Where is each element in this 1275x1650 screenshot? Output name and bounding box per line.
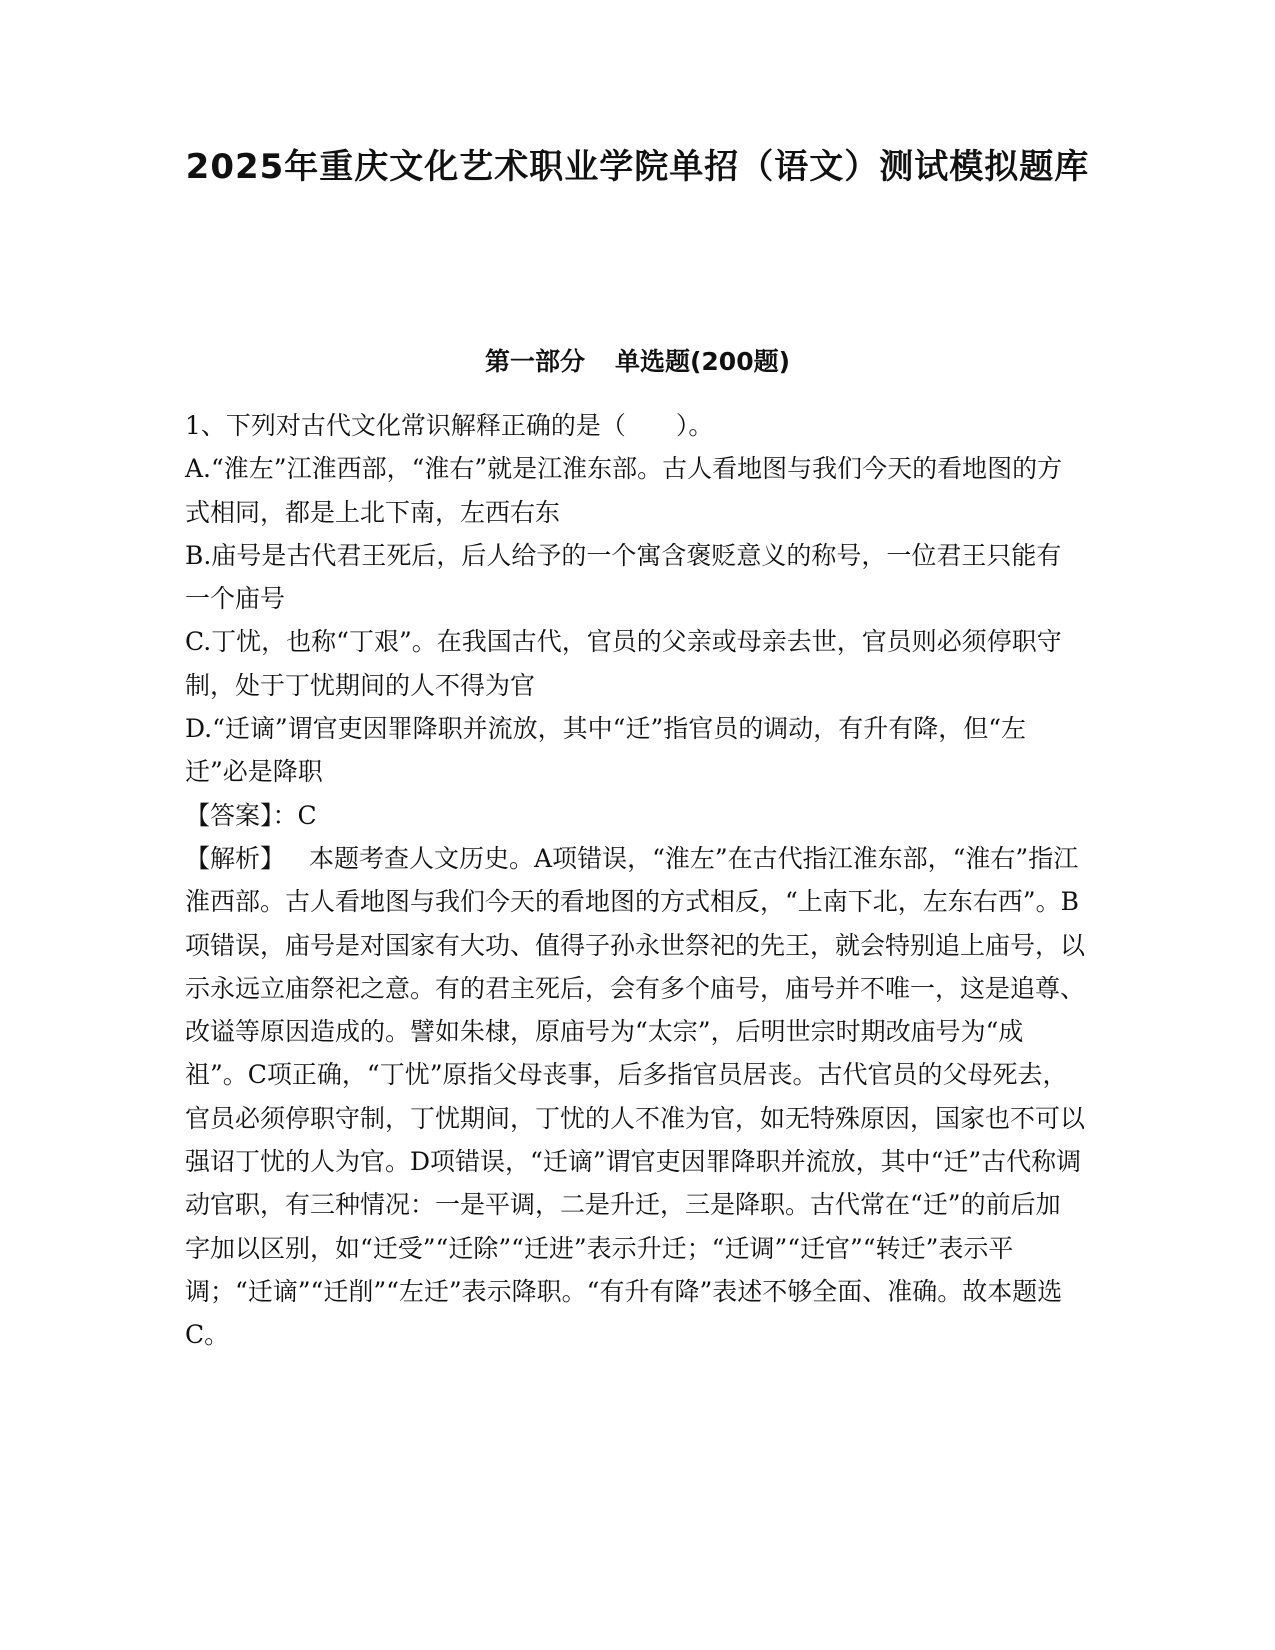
answer-value: C xyxy=(297,800,317,830)
option-b: B.庙号是古代君王死后，后人给予的一个寓含褒贬意义的称号，一位君王只能有一个庙号 xyxy=(185,540,1062,614)
question-stem: 1、下列对古代文化常识解释正确的是（ ）。 xyxy=(185,411,714,440)
answer-label: 【答案】： xyxy=(185,800,298,830)
option-d: D.“迁谪”谓官吏因罪降职并流放，其中“迁”指官员的调动，有升有降，但“左迁”必是降职 xyxy=(185,714,1027,787)
analysis-text: 本题考查人文历史。A项错误，“淮左”在古代指江淮东部，“淮右”指江淮西部。古人看地图与我们今天的看地图的方式相反，“上南下北，左东右西”。B项错误，庙号是对国家有大功、值得子孙永世祭祀的先王，就会特别追上庙号，以示永远立庙祭祀之意。有的君主死后，会有多个庙号，庙号并不唯一，这是追尊、改谥等原因造成的。譬如朱棣，原庙号为“太宗”，后明世宗时期改庙号为“成祖”。C项正确，“丁忧”原指父母丧事，后多指官员居丧。古代官员的父母死去，官员必须停职守制，丁忧期间，丁忧的人不准为官，如无特殊原因，国家也不可以强诏丁忧的人为官。D项错误，“迁谪”谓官吏因罪降职并流放，其中“迁”古代称调动官职，有三种情况：一是平调，二是升迁，三是降职。古代常在“迁”的前后加字加以区别，如“迁受”“迁除”“迁进”表示升迁；“迁调”“迁官”“转迁”表示平调；“迁谪”“迁削”“左迁”表示降职。“有升有降”表述不够全面、准确。故本题选C。 xyxy=(185,843,1086,1350)
document-title: 2025年重庆文化艺术职业学院单招（语文）测试模拟题库 xyxy=(185,147,1090,187)
analysis-label: 【解析】 xyxy=(185,843,286,873)
option-c: C.丁忧，也称“丁艰”。在我国古代，官员的父亲或母亲去世，官员则必须停职守制，处于丁忧期间的人不得为官 xyxy=(185,627,1062,700)
section-heading xyxy=(150,344,1125,380)
section-part: 第一部分 xyxy=(484,347,585,376)
analysis-paragraph xyxy=(185,837,1085,1357)
question-1 xyxy=(185,404,1085,1357)
option-a: A.“淮左”江淮西部，“淮右”就是江淮东部。古人看地图与我们今天的看地图的方式相同，都是上北下南，左西右东 xyxy=(185,454,1063,527)
answer-line xyxy=(185,794,1085,837)
section-name: 单选题(200题) xyxy=(614,347,791,376)
